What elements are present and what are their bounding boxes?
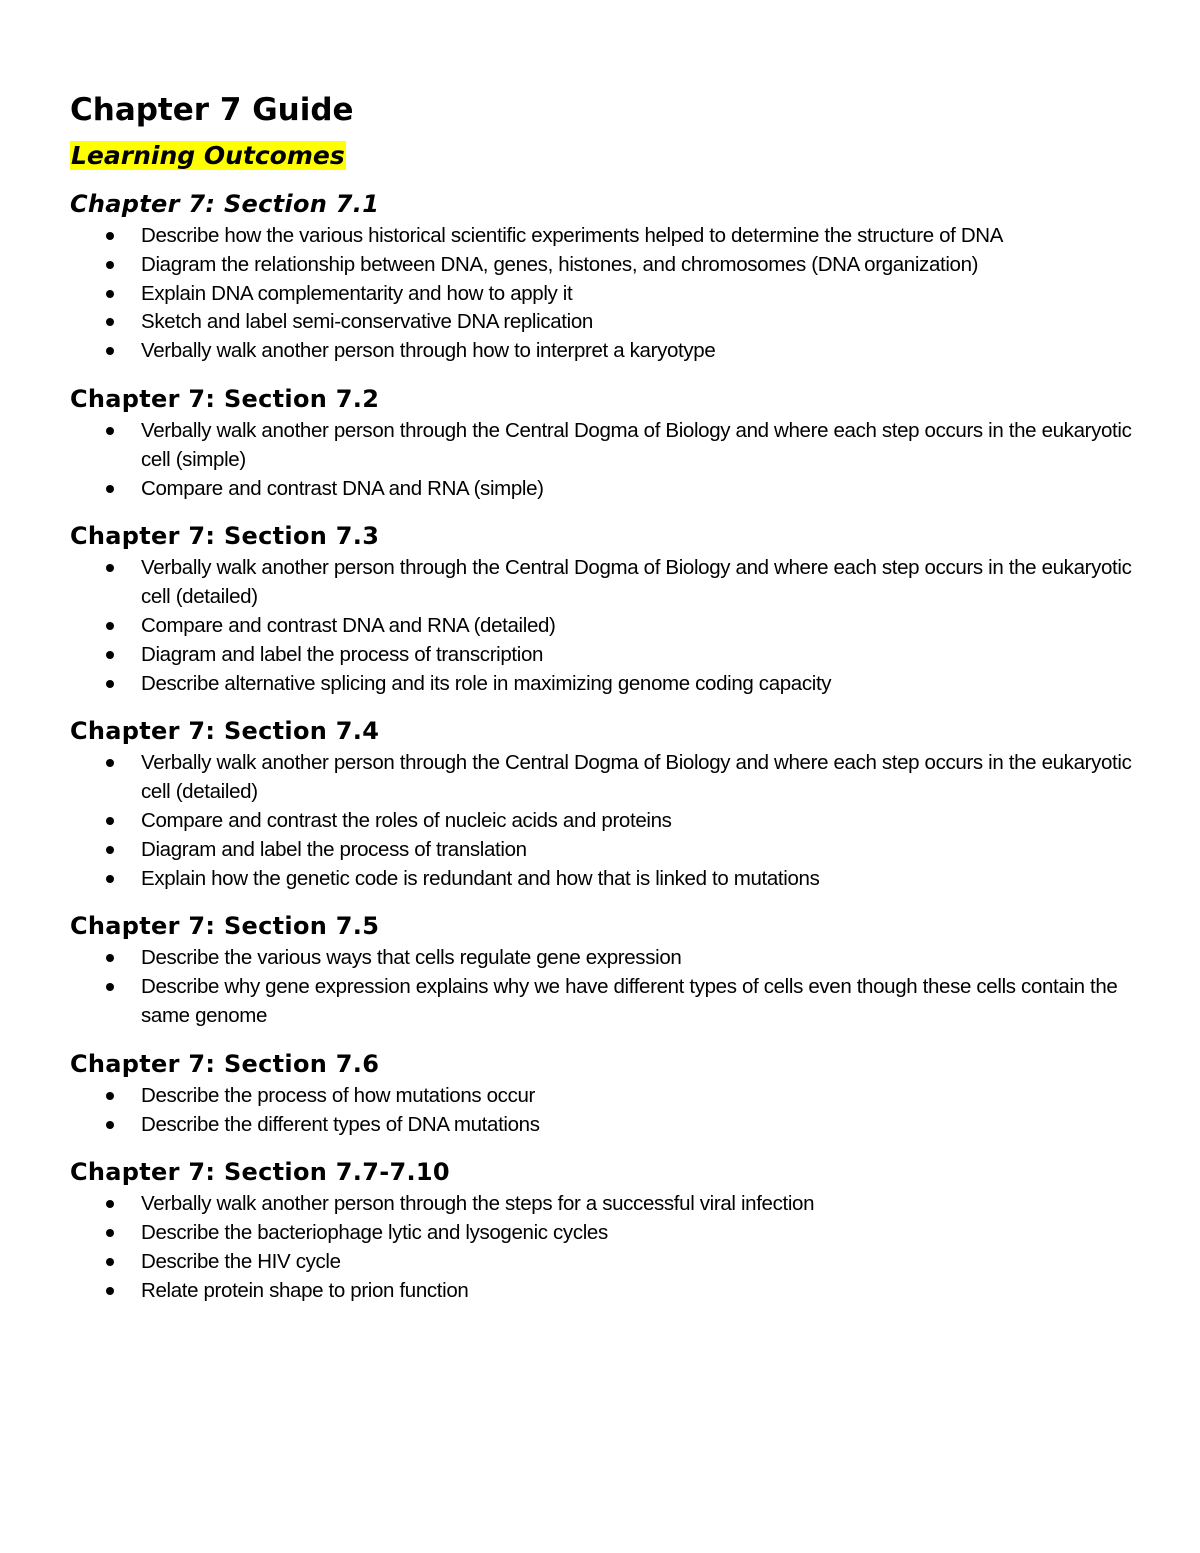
document-title: Chapter 7 Guide: [70, 92, 354, 128]
learning-outcomes-highlight: Learning Outcomes: [71, 141, 345, 170]
list-item: [70, 1082, 1140, 1111]
section-7-6: [70, 1048, 1140, 1140]
list-item: [70, 222, 1140, 251]
section-7-7-7-10: [70, 1156, 1140, 1305]
outcome-list: [70, 554, 1140, 698]
list-item-text: Compare and contrast the roles of nucleic acids and proteins: [141, 808, 672, 832]
section-heading: Chapter 7: Section 7.5: [70, 912, 380, 941]
list-item: [70, 641, 1140, 670]
section-heading: Chapter 7: Section 7.2: [70, 384, 380, 413]
list-item: [70, 554, 1140, 612]
list-item-text: Describe the HIV cycle: [141, 1249, 341, 1273]
list-item: [70, 807, 1140, 836]
outcome-list: [70, 1190, 1140, 1305]
list-item-text: Compare and contrast DNA and RNA (detailed): [141, 613, 556, 637]
list-item-text: Explain DNA complementarity and how to apply it: [141, 281, 573, 305]
list-item: [70, 1190, 1140, 1219]
outcome-list: [70, 1082, 1140, 1140]
section-7-2: [70, 383, 1140, 503]
list-item-text: Verbally walk another person through the Central Dogma of Biology and where each step occurs in the eukaryotic cell (detailed): [141, 556, 1132, 609]
bullet-icon: [106, 1200, 114, 1208]
section-heading: Chapter 7: Section 7.4: [70, 717, 380, 746]
list-item: [70, 749, 1140, 807]
list-item-text: Compare and contrast DNA and RNA (simple): [141, 476, 544, 500]
list-item: [70, 670, 1140, 699]
bullet-icon: [106, 318, 114, 326]
list-item: [70, 1248, 1140, 1277]
list-item: [70, 612, 1140, 641]
document-page: [70, 90, 1140, 1323]
section-heading: Chapter 7: Section 7.3: [70, 522, 380, 551]
bullet-icon: [106, 485, 114, 493]
list-item-text: Describe alternative splicing and its role in maximizing genome coding capacity: [141, 671, 832, 695]
bullet-icon: [106, 232, 114, 240]
bullet-icon: [106, 651, 114, 659]
list-item-text: Verbally walk another person through the Central Dogma of Biology and where each step occurs in the eukaryotic cell (simple): [141, 418, 1132, 471]
list-item: [70, 417, 1140, 475]
bullet-icon: [106, 1229, 114, 1237]
section-7-5: [70, 910, 1140, 1030]
learning-outcomes-heading: [70, 140, 1140, 172]
list-item: [70, 251, 1140, 280]
bullet-icon: [106, 564, 114, 572]
list-item-text: Describe the process of how mutations occur: [141, 1083, 535, 1107]
section-7-1: [70, 188, 1140, 366]
outcome-list: [70, 222, 1140, 366]
list-item: [70, 973, 1140, 1031]
bullet-icon: [106, 1287, 114, 1295]
outcome-list: [70, 417, 1140, 503]
section-heading: Chapter 7: Section 7.7-7.10: [70, 1158, 450, 1187]
bullet-icon: [106, 817, 114, 825]
bullet-icon: [106, 983, 114, 991]
list-item: [70, 1219, 1140, 1248]
outcome-list: [70, 749, 1140, 893]
list-item-text: Diagram and label the process of translation: [141, 837, 527, 861]
section-heading: Chapter 7: Section 7.6: [70, 1049, 380, 1078]
list-item-text: Diagram the relationship between DNA, genes, histones, and chromosomes (DNA organization): [141, 252, 979, 276]
list-item-text: Sketch and label semi-conservative DNA replication: [141, 310, 593, 334]
list-item-text: Describe the various ways that cells regulate gene expression: [141, 946, 682, 970]
bullet-icon: [106, 846, 114, 854]
list-item: [70, 475, 1140, 504]
list-item-text: Describe the different types of DNA mutations: [141, 1112, 540, 1136]
section-7-4: [70, 715, 1140, 893]
section-heading: Chapter 7: Section 7.1: [70, 190, 380, 218]
bullet-icon: [106, 290, 114, 298]
list-item-text: Relate protein shape to prion function: [141, 1278, 469, 1302]
list-item: [70, 280, 1140, 309]
bullet-icon: [106, 1121, 114, 1129]
list-item: [70, 308, 1140, 337]
section-7-3: [70, 520, 1140, 698]
bullet-icon: [106, 680, 114, 688]
bullet-icon: [106, 261, 114, 269]
bullet-icon: [106, 1092, 114, 1100]
list-item-text: Verbally walk another person through how to interpret a karyotype: [141, 339, 716, 363]
bullet-icon: [106, 427, 114, 435]
bullet-icon: [106, 954, 114, 962]
list-item: [70, 337, 1140, 366]
list-item: [70, 1277, 1140, 1306]
list-item-text: Explain how the genetic code is redundant and how that is linked to mutations: [141, 866, 820, 890]
list-item-text: Describe why gene expression explains why we have different types of cells even though these cells contain the same genome: [141, 975, 1118, 1027]
bullet-icon: [106, 759, 114, 767]
list-item-text: Verbally walk another person through the steps for a successful viral infection: [141, 1192, 815, 1216]
list-item-text: Verbally walk another person through the Central Dogma of Biology and where each step occurs in the eukaryotic cell (detailed): [141, 751, 1132, 804]
outcome-list: [70, 944, 1140, 1030]
list-item-text: Describe the bacteriophage lytic and lysogenic cycles: [141, 1221, 608, 1245]
bullet-icon: [106, 875, 114, 883]
list-item-text: Diagram and label the process of transcription: [141, 642, 544, 666]
list-item-text: Describe how the various historical scientific experiments helped to determine the structure of DNA: [141, 224, 1004, 247]
list-item: [70, 944, 1140, 973]
bullet-icon: [106, 347, 114, 355]
bullet-icon: [106, 1258, 114, 1266]
list-item: [70, 1111, 1140, 1140]
list-item: [70, 865, 1140, 894]
bullet-icon: [106, 622, 114, 630]
list-item: [70, 836, 1140, 865]
